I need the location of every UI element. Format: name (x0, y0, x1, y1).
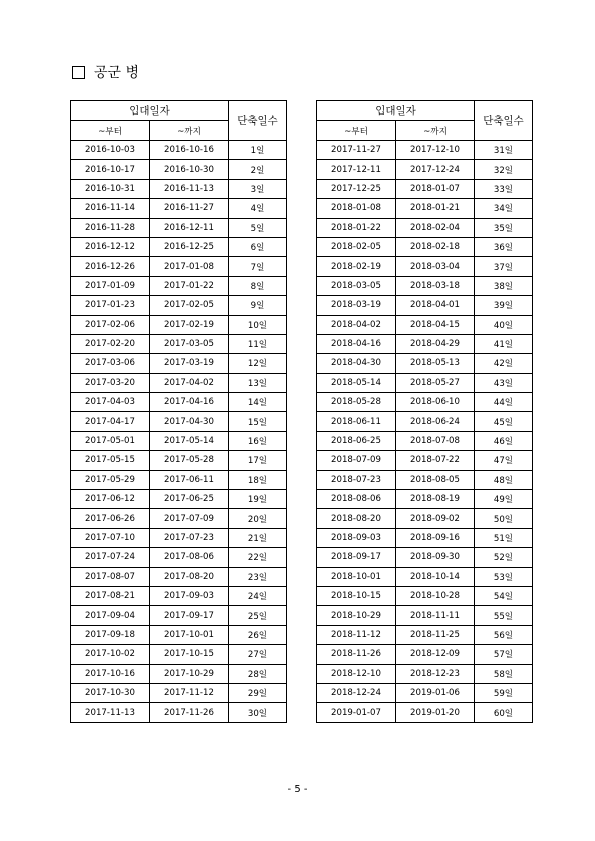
table-row (317, 548, 533, 567)
table-row (317, 160, 533, 179)
table-row (71, 451, 287, 470)
table-row (71, 664, 287, 683)
table-row (71, 237, 287, 256)
table-row (71, 412, 287, 431)
to-date-cell: 2017-02-19 (150, 315, 229, 334)
reduction-days-cell: 26일 (229, 625, 287, 644)
to-date-cell: 2018-08-19 (396, 490, 475, 509)
to-date-cell: 2018-12-09 (396, 645, 475, 664)
from-date-cell: 2018-11-12 (317, 625, 396, 644)
table-row (317, 334, 533, 353)
table-row (317, 141, 533, 160)
table-row (317, 645, 533, 664)
to-date-cell: 2017-12-10 (396, 141, 475, 160)
from-date-cell: 2018-02-05 (317, 237, 396, 256)
to-date-cell: 2018-01-21 (396, 199, 475, 218)
from-date-cell: 2017-11-13 (71, 703, 150, 722)
reduction-days-cell: 35일 (475, 218, 533, 237)
table-row (317, 528, 533, 547)
header-to: ~까지 (150, 121, 229, 141)
from-date-cell: 2018-07-09 (317, 451, 396, 470)
reduction-days-cell: 23일 (229, 567, 287, 586)
table-row (71, 334, 287, 353)
to-date-cell: 2017-12-24 (396, 160, 475, 179)
reduction-days-cell: 33일 (475, 179, 533, 198)
from-date-cell: 2018-11-26 (317, 645, 396, 664)
page-number: - 5 - (287, 784, 308, 795)
to-date-cell: 2017-09-03 (150, 586, 229, 605)
to-date-cell: 2017-10-29 (150, 664, 229, 683)
table-row (71, 567, 287, 586)
from-date-cell: 2018-08-20 (317, 509, 396, 528)
to-date-cell: 2016-12-11 (150, 218, 229, 237)
table-row (317, 237, 533, 256)
from-date-cell: 2017-05-29 (71, 470, 150, 489)
from-date-cell: 2016-10-03 (71, 141, 150, 160)
from-date-cell: 2017-08-07 (71, 567, 150, 586)
to-date-cell: 2018-02-04 (396, 218, 475, 237)
reduction-days-cell: 45일 (475, 412, 533, 431)
reduction-days-cell: 50일 (475, 509, 533, 528)
reduction-days-cell: 27일 (229, 645, 287, 664)
to-date-cell: 2017-02-05 (150, 296, 229, 315)
from-date-cell: 2017-10-02 (71, 645, 150, 664)
to-date-cell: 2017-03-05 (150, 334, 229, 353)
reduction-days-cell: 29일 (229, 683, 287, 702)
reduction-days-cell: 37일 (475, 257, 533, 276)
from-date-cell: 2018-05-28 (317, 393, 396, 412)
reduction-days-cell: 15일 (229, 412, 287, 431)
from-date-cell: 2017-07-24 (71, 548, 150, 567)
reduction-days-cell: 38일 (475, 276, 533, 295)
from-date-cell: 2018-04-02 (317, 315, 396, 334)
to-date-cell: 2016-11-27 (150, 199, 229, 218)
reduction-days-cell: 21일 (229, 528, 287, 547)
table-row (317, 451, 533, 470)
to-date-cell: 2017-11-12 (150, 683, 229, 702)
reduction-days-cell: 48일 (475, 470, 533, 489)
to-date-cell: 2018-05-13 (396, 354, 475, 373)
to-date-cell: 2019-01-20 (396, 703, 475, 722)
from-date-cell: 2017-09-18 (71, 625, 150, 644)
from-date-cell: 2018-10-15 (317, 586, 396, 605)
to-date-cell: 2018-11-25 (396, 625, 475, 644)
reduction-days-cell: 59일 (475, 683, 533, 702)
reduction-days-cell: 53일 (475, 567, 533, 586)
from-date-cell: 2018-10-29 (317, 606, 396, 625)
table-row (317, 586, 533, 605)
reduction-days-cell: 4일 (229, 199, 287, 218)
to-date-cell: 2017-07-09 (150, 509, 229, 528)
to-date-cell: 2017-10-15 (150, 645, 229, 664)
table-row (71, 431, 287, 450)
to-date-cell: 2017-03-19 (150, 354, 229, 373)
reduction-days-cell: 8일 (229, 276, 287, 295)
reduction-days-cell: 28일 (229, 664, 287, 683)
to-date-cell: 2018-10-14 (396, 567, 475, 586)
reduction-days-cell: 3일 (229, 179, 287, 198)
reduction-days-cell: 1일 (229, 141, 287, 160)
reduction-days-cell: 11일 (229, 334, 287, 353)
table-row (317, 509, 533, 528)
to-date-cell: 2017-10-01 (150, 625, 229, 644)
from-date-cell: 2017-12-11 (317, 160, 396, 179)
to-date-cell: 2016-12-25 (150, 237, 229, 256)
table-row (71, 257, 287, 276)
from-date-cell: 2018-12-24 (317, 683, 396, 702)
to-date-cell: 2018-04-01 (396, 296, 475, 315)
table-row (71, 218, 287, 237)
from-date-cell: 2016-10-31 (71, 179, 150, 198)
to-date-cell: 2018-09-02 (396, 509, 475, 528)
table-row (71, 354, 287, 373)
table-row (71, 276, 287, 295)
reduction-days-cell: 42일 (475, 354, 533, 373)
to-date-cell: 2018-07-08 (396, 431, 475, 450)
table-row (317, 393, 533, 412)
table-row (317, 257, 533, 276)
from-date-cell: 2017-08-21 (71, 586, 150, 605)
from-date-cell: 2018-06-25 (317, 431, 396, 450)
from-date-cell: 2017-04-17 (71, 412, 150, 431)
table-row (71, 393, 287, 412)
to-date-cell: 2017-08-20 (150, 567, 229, 586)
header-from: ~부터 (317, 121, 396, 141)
to-date-cell: 2017-04-30 (150, 412, 229, 431)
table-body-left (71, 141, 287, 723)
table-row (317, 490, 533, 509)
from-date-cell: 2017-06-26 (71, 509, 150, 528)
from-date-cell: 2018-12-10 (317, 664, 396, 683)
table-row (317, 664, 533, 683)
to-date-cell: 2018-04-29 (396, 334, 475, 353)
to-date-cell: 2018-12-23 (396, 664, 475, 683)
to-date-cell: 2018-09-30 (396, 548, 475, 567)
to-date-cell: 2016-10-30 (150, 160, 229, 179)
reduction-days-cell: 14일 (229, 393, 287, 412)
table-row (317, 703, 533, 722)
from-date-cell: 2017-02-20 (71, 334, 150, 353)
reduction-days-cell: 20일 (229, 509, 287, 528)
from-date-cell: 2018-07-23 (317, 470, 396, 489)
to-date-cell: 2018-09-16 (396, 528, 475, 547)
from-date-cell: 2017-04-03 (71, 393, 150, 412)
reduction-table-right (316, 100, 533, 723)
to-date-cell: 2018-04-15 (396, 315, 475, 334)
table-row (317, 625, 533, 644)
table-row (317, 199, 533, 218)
to-date-cell: 2018-02-18 (396, 237, 475, 256)
from-date-cell: 2017-10-30 (71, 683, 150, 702)
table-row (71, 373, 287, 392)
from-date-cell: 2016-12-26 (71, 257, 150, 276)
reduction-days-cell: 55일 (475, 606, 533, 625)
from-date-cell: 2018-09-17 (317, 548, 396, 567)
reduction-days-cell: 16일 (229, 431, 287, 450)
reduction-days-cell: 24일 (229, 586, 287, 605)
reduction-days-cell: 52일 (475, 548, 533, 567)
reduction-days-cell: 17일 (229, 451, 287, 470)
table-row (317, 606, 533, 625)
table-row (317, 683, 533, 702)
to-date-cell: 2019-01-06 (396, 683, 475, 702)
reduction-days-cell: 7일 (229, 257, 287, 276)
from-date-cell: 2018-09-03 (317, 528, 396, 547)
table-row (317, 296, 533, 315)
reduction-days-cell: 49일 (475, 490, 533, 509)
from-date-cell: 2018-08-06 (317, 490, 396, 509)
from-date-cell: 2017-01-23 (71, 296, 150, 315)
table-row (317, 354, 533, 373)
header-enlist-date: 입대일자 (317, 101, 475, 121)
from-date-cell: 2017-05-01 (71, 431, 150, 450)
to-date-cell: 2017-08-06 (150, 548, 229, 567)
reduction-days-cell: 40일 (475, 315, 533, 334)
table-row (71, 683, 287, 702)
table-row (317, 276, 533, 295)
to-date-cell: 2017-11-26 (150, 703, 229, 722)
to-date-cell: 2017-05-28 (150, 451, 229, 470)
header-enlist-date: 입대일자 (71, 101, 229, 121)
reduction-days-cell: 34일 (475, 199, 533, 218)
from-date-cell: 2016-11-14 (71, 199, 150, 218)
table-row (71, 703, 287, 722)
table-row (71, 490, 287, 509)
reduction-days-cell: 39일 (475, 296, 533, 315)
reduction-days-cell: 22일 (229, 548, 287, 567)
reduction-days-cell: 46일 (475, 431, 533, 450)
from-date-cell: 2017-05-15 (71, 451, 150, 470)
header-from: ~부터 (71, 121, 150, 141)
reduction-days-cell: 57일 (475, 645, 533, 664)
reduction-days-cell: 31일 (475, 141, 533, 160)
reduction-days-cell: 12일 (229, 354, 287, 373)
table-row (71, 509, 287, 528)
reduction-days-cell: 58일 (475, 664, 533, 683)
section-title-text: 공군 병 (94, 65, 140, 81)
table-row (71, 548, 287, 567)
from-date-cell: 2017-10-16 (71, 664, 150, 683)
reduction-days-cell: 9일 (229, 296, 287, 315)
to-date-cell: 2018-10-28 (396, 586, 475, 605)
to-date-cell: 2018-11-11 (396, 606, 475, 625)
reduction-days-cell: 41일 (475, 334, 533, 353)
from-date-cell: 2018-03-19 (317, 296, 396, 315)
table-row (317, 567, 533, 586)
table-row (71, 470, 287, 489)
to-date-cell: 2017-06-11 (150, 470, 229, 489)
table-row (71, 315, 287, 334)
table-row (317, 373, 533, 392)
header-reduction-days: 단축일수 (229, 101, 287, 141)
to-date-cell: 2018-06-10 (396, 393, 475, 412)
reduction-days-cell: 10일 (229, 315, 287, 334)
table-row (317, 218, 533, 237)
to-date-cell: 2018-05-27 (396, 373, 475, 392)
from-date-cell: 2017-03-06 (71, 354, 150, 373)
reduction-days-cell: 43일 (475, 373, 533, 392)
to-date-cell: 2017-09-17 (150, 606, 229, 625)
reduction-days-cell: 60일 (475, 703, 533, 722)
table-row (317, 315, 533, 334)
from-date-cell: 2017-02-06 (71, 315, 150, 334)
section-title (72, 62, 139, 82)
table-row (317, 412, 533, 431)
reduction-days-cell: 36일 (475, 237, 533, 256)
from-date-cell: 2018-01-22 (317, 218, 396, 237)
reduction-days-cell: 56일 (475, 625, 533, 644)
reduction-days-cell: 18일 (229, 470, 287, 489)
reduction-days-cell: 30일 (229, 703, 287, 722)
to-date-cell: 2016-11-13 (150, 179, 229, 198)
table-row (71, 586, 287, 605)
reduction-table-left (70, 100, 287, 723)
from-date-cell: 2017-06-12 (71, 490, 150, 509)
to-date-cell: 2017-05-14 (150, 431, 229, 450)
from-date-cell: 2017-07-10 (71, 528, 150, 547)
to-date-cell: 2018-03-04 (396, 257, 475, 276)
header-reduction-days: 단축일수 (475, 101, 533, 141)
checkbox-square-icon (72, 66, 85, 79)
from-date-cell: 2016-10-17 (71, 160, 150, 179)
to-date-cell: 2018-08-05 (396, 470, 475, 489)
to-date-cell: 2017-07-23 (150, 528, 229, 547)
table-row (317, 470, 533, 489)
from-date-cell: 2019-01-07 (317, 703, 396, 722)
table-row (71, 645, 287, 664)
table-row (71, 179, 287, 198)
to-date-cell: 2017-01-22 (150, 276, 229, 295)
table-row (71, 606, 287, 625)
header-to: ~까지 (396, 121, 475, 141)
from-date-cell: 2017-09-04 (71, 606, 150, 625)
to-date-cell: 2017-01-08 (150, 257, 229, 276)
reduction-days-cell: 44일 (475, 393, 533, 412)
from-date-cell: 2018-04-30 (317, 354, 396, 373)
reduction-days-cell: 25일 (229, 606, 287, 625)
from-date-cell: 2018-02-19 (317, 257, 396, 276)
from-date-cell: 2018-06-11 (317, 412, 396, 431)
to-date-cell: 2017-04-16 (150, 393, 229, 412)
table-row (317, 431, 533, 450)
from-date-cell: 2016-11-28 (71, 218, 150, 237)
to-date-cell: 2018-03-18 (396, 276, 475, 295)
from-date-cell: 2018-01-08 (317, 199, 396, 218)
reduction-days-cell: 47일 (475, 451, 533, 470)
reduction-days-cell: 54일 (475, 586, 533, 605)
from-date-cell: 2018-05-14 (317, 373, 396, 392)
reduction-days-cell: 2일 (229, 160, 287, 179)
table-row (317, 179, 533, 198)
from-date-cell: 2017-01-09 (71, 276, 150, 295)
reduction-days-cell: 51일 (475, 528, 533, 547)
table-row (71, 160, 287, 179)
to-date-cell: 2016-10-16 (150, 141, 229, 160)
table-row (71, 296, 287, 315)
from-date-cell: 2018-04-16 (317, 334, 396, 353)
table-row (71, 199, 287, 218)
to-date-cell: 2018-06-24 (396, 412, 475, 431)
from-date-cell: 2017-12-25 (317, 179, 396, 198)
to-date-cell: 2017-04-02 (150, 373, 229, 392)
reduction-days-cell: 5일 (229, 218, 287, 237)
table-row (71, 141, 287, 160)
table-row (71, 625, 287, 644)
table-row (71, 528, 287, 547)
reduction-days-cell: 19일 (229, 490, 287, 509)
reduction-days-cell: 32일 (475, 160, 533, 179)
reduction-days-cell: 13일 (229, 373, 287, 392)
from-date-cell: 2017-03-20 (71, 373, 150, 392)
table-body-right (317, 141, 533, 723)
to-date-cell: 2018-07-22 (396, 451, 475, 470)
reduction-days-cell: 6일 (229, 237, 287, 256)
to-date-cell: 2017-06-25 (150, 490, 229, 509)
to-date-cell: 2018-01-07 (396, 179, 475, 198)
from-date-cell: 2018-10-01 (317, 567, 396, 586)
from-date-cell: 2017-11-27 (317, 141, 396, 160)
from-date-cell: 2016-12-12 (71, 237, 150, 256)
from-date-cell: 2018-03-05 (317, 276, 396, 295)
